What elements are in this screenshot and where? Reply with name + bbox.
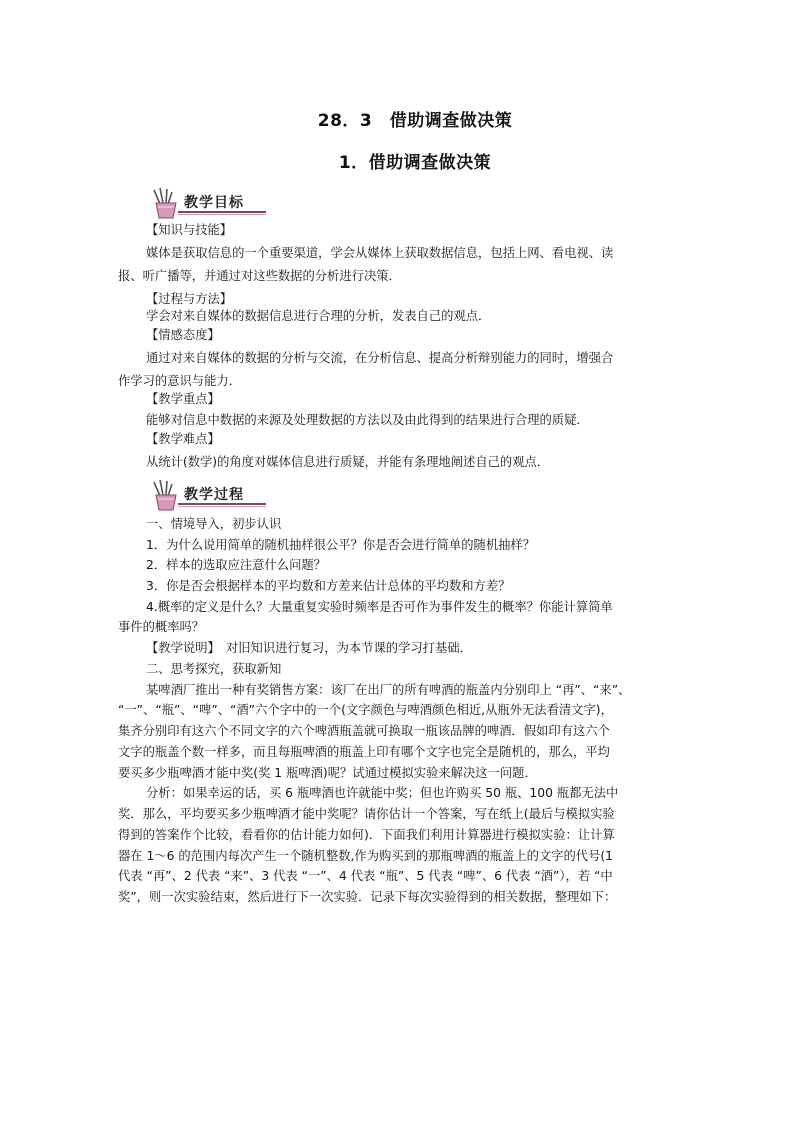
paragraph-1-line-3: 集齐分别印有这六个不同文字的六个啤酒瓶盖就可换取一瓶该品牌的啤酒．假如印有这六个: [118, 724, 610, 738]
key-point-text: 能够对信息中数据的来源及处理数据的方法以及由此得到的结果进行合理的质疑．: [146, 413, 589, 427]
analysis-line-4: 器在 1～6 的范围内每次产生一个随机整数,作为购买到的那瓶啤酒的瓶盖上的文字的代号(1: [118, 849, 613, 863]
attitude-text-2: 作学习的意识与能力．: [118, 374, 241, 388]
analysis-line-6: 奖”，则一次实验结束，然后进行下一次实验．记录下每次实验得到的相关数据，整理如下：: [118, 890, 617, 904]
analysis-line-3: 得到的答案作个比较，看看你的估计能力如何)．下面我们利用计算器进行模拟实验：让计算: [118, 828, 615, 842]
process-banner-label: 教学过程: [184, 487, 244, 503]
question-1: 1．为什么说用简单的随机抽样很公平？你是否会进行简单的随机抽样？: [146, 538, 536, 552]
paragraph-1-line-5: 要买多少瓶啤酒才能中奖(奖 1 瓶啤酒)呢？试通过模拟实验来解决这一问题．: [118, 766, 537, 780]
paragraph-1-line-2: “一”、“瓶”、“啤”、“酒”六个字中的一个(文字颜色与啤酒颜色相近,从瓶外无法看清文字)，: [118, 703, 613, 717]
knowledge-text-2: 报、听广播等，并通过对这些数据的分析进行决策．: [118, 269, 401, 283]
process-method-header: 【过程与方法】: [146, 292, 233, 306]
attitude-text-1: 通过对来自媒体的数据的分析与交流，在分析信息、提高分析辩别能力的同时，增强合: [146, 351, 614, 365]
section-title: 28．3 借助调查做决策: [317, 111, 513, 131]
key-point-header: 【教学重点】: [146, 392, 220, 406]
part1-title: 一、情境导入，初步认识: [146, 517, 282, 531]
teaching-note: 【教学说明】 对旧知识进行复习，为本节课的学习打基础．: [146, 641, 472, 655]
paragraph-1-line-4: 文字的瓶盖个数一样多，而且每瓶啤酒的瓶盖上印有哪个文字也完全是随机的，那么，平均: [118, 745, 610, 759]
knowledge-text-1: 媒体是获取信息的一个重要渠道，学会从媒体上获取数据信息，包括上网、看电视、读: [146, 246, 614, 260]
subsection-title: 1．借助调查做决策: [338, 153, 492, 173]
analysis-line-2: 奖．那么，平均要买多少瓶啤酒才能中奖呢？请你估计一个答案，写在纸上(最后与模拟实验: [118, 807, 615, 821]
question-2: 2．样本的选取应注意什么问题？: [146, 558, 326, 572]
process-banner: [148, 476, 270, 516]
part2-title: 二、思考探究，获取新知: [146, 662, 282, 676]
objectives-banner-label: 教学目标: [184, 195, 244, 211]
objectives-banner: [148, 184, 270, 224]
analysis-line-5: 代表 “再”、2 代表 “来”、3 代表 “一”、4 代表 “瓶”、5 代表 “啤”、6 代表 “酒”），若 “中: [118, 869, 613, 883]
knowledge-header: 【知识与技能】: [146, 223, 233, 237]
paragraph-1-line-1: 某啤酒厂推出一种有奖销售方案：该厂在出厂的所有啤酒的瓶盖内分别印上 “再”、“来”、: [146, 683, 631, 697]
analysis-line-1: 分析：如果幸运的话，买 6 瓶啤酒也许就能中奖；但也许购买 50 瓶、100 瓶都无法中: [146, 786, 619, 800]
difficulty-header: 【教学难点】: [146, 432, 220, 446]
attitude-header: 【情感态度】: [146, 328, 220, 342]
question-4-line-2: 事件的概率吗？: [118, 620, 205, 634]
question-4-line-1: 4.概率的定义是什么？大量重复实验时频率是否可作为事件发生的概率？你能计算简单: [146, 600, 613, 614]
process-method-text-1: 学会对来自媒体的数据信息进行合理的分析，发表自己的观点．: [146, 309, 491, 323]
difficulty-text: 从统计(数学)的角度对媒体信息进行质疑，并能有条理地阐述自己的观点．: [146, 455, 550, 469]
question-3: 3．你是否会根据样本的平均数和方差来估计总体的平均数和方差？: [146, 579, 511, 593]
